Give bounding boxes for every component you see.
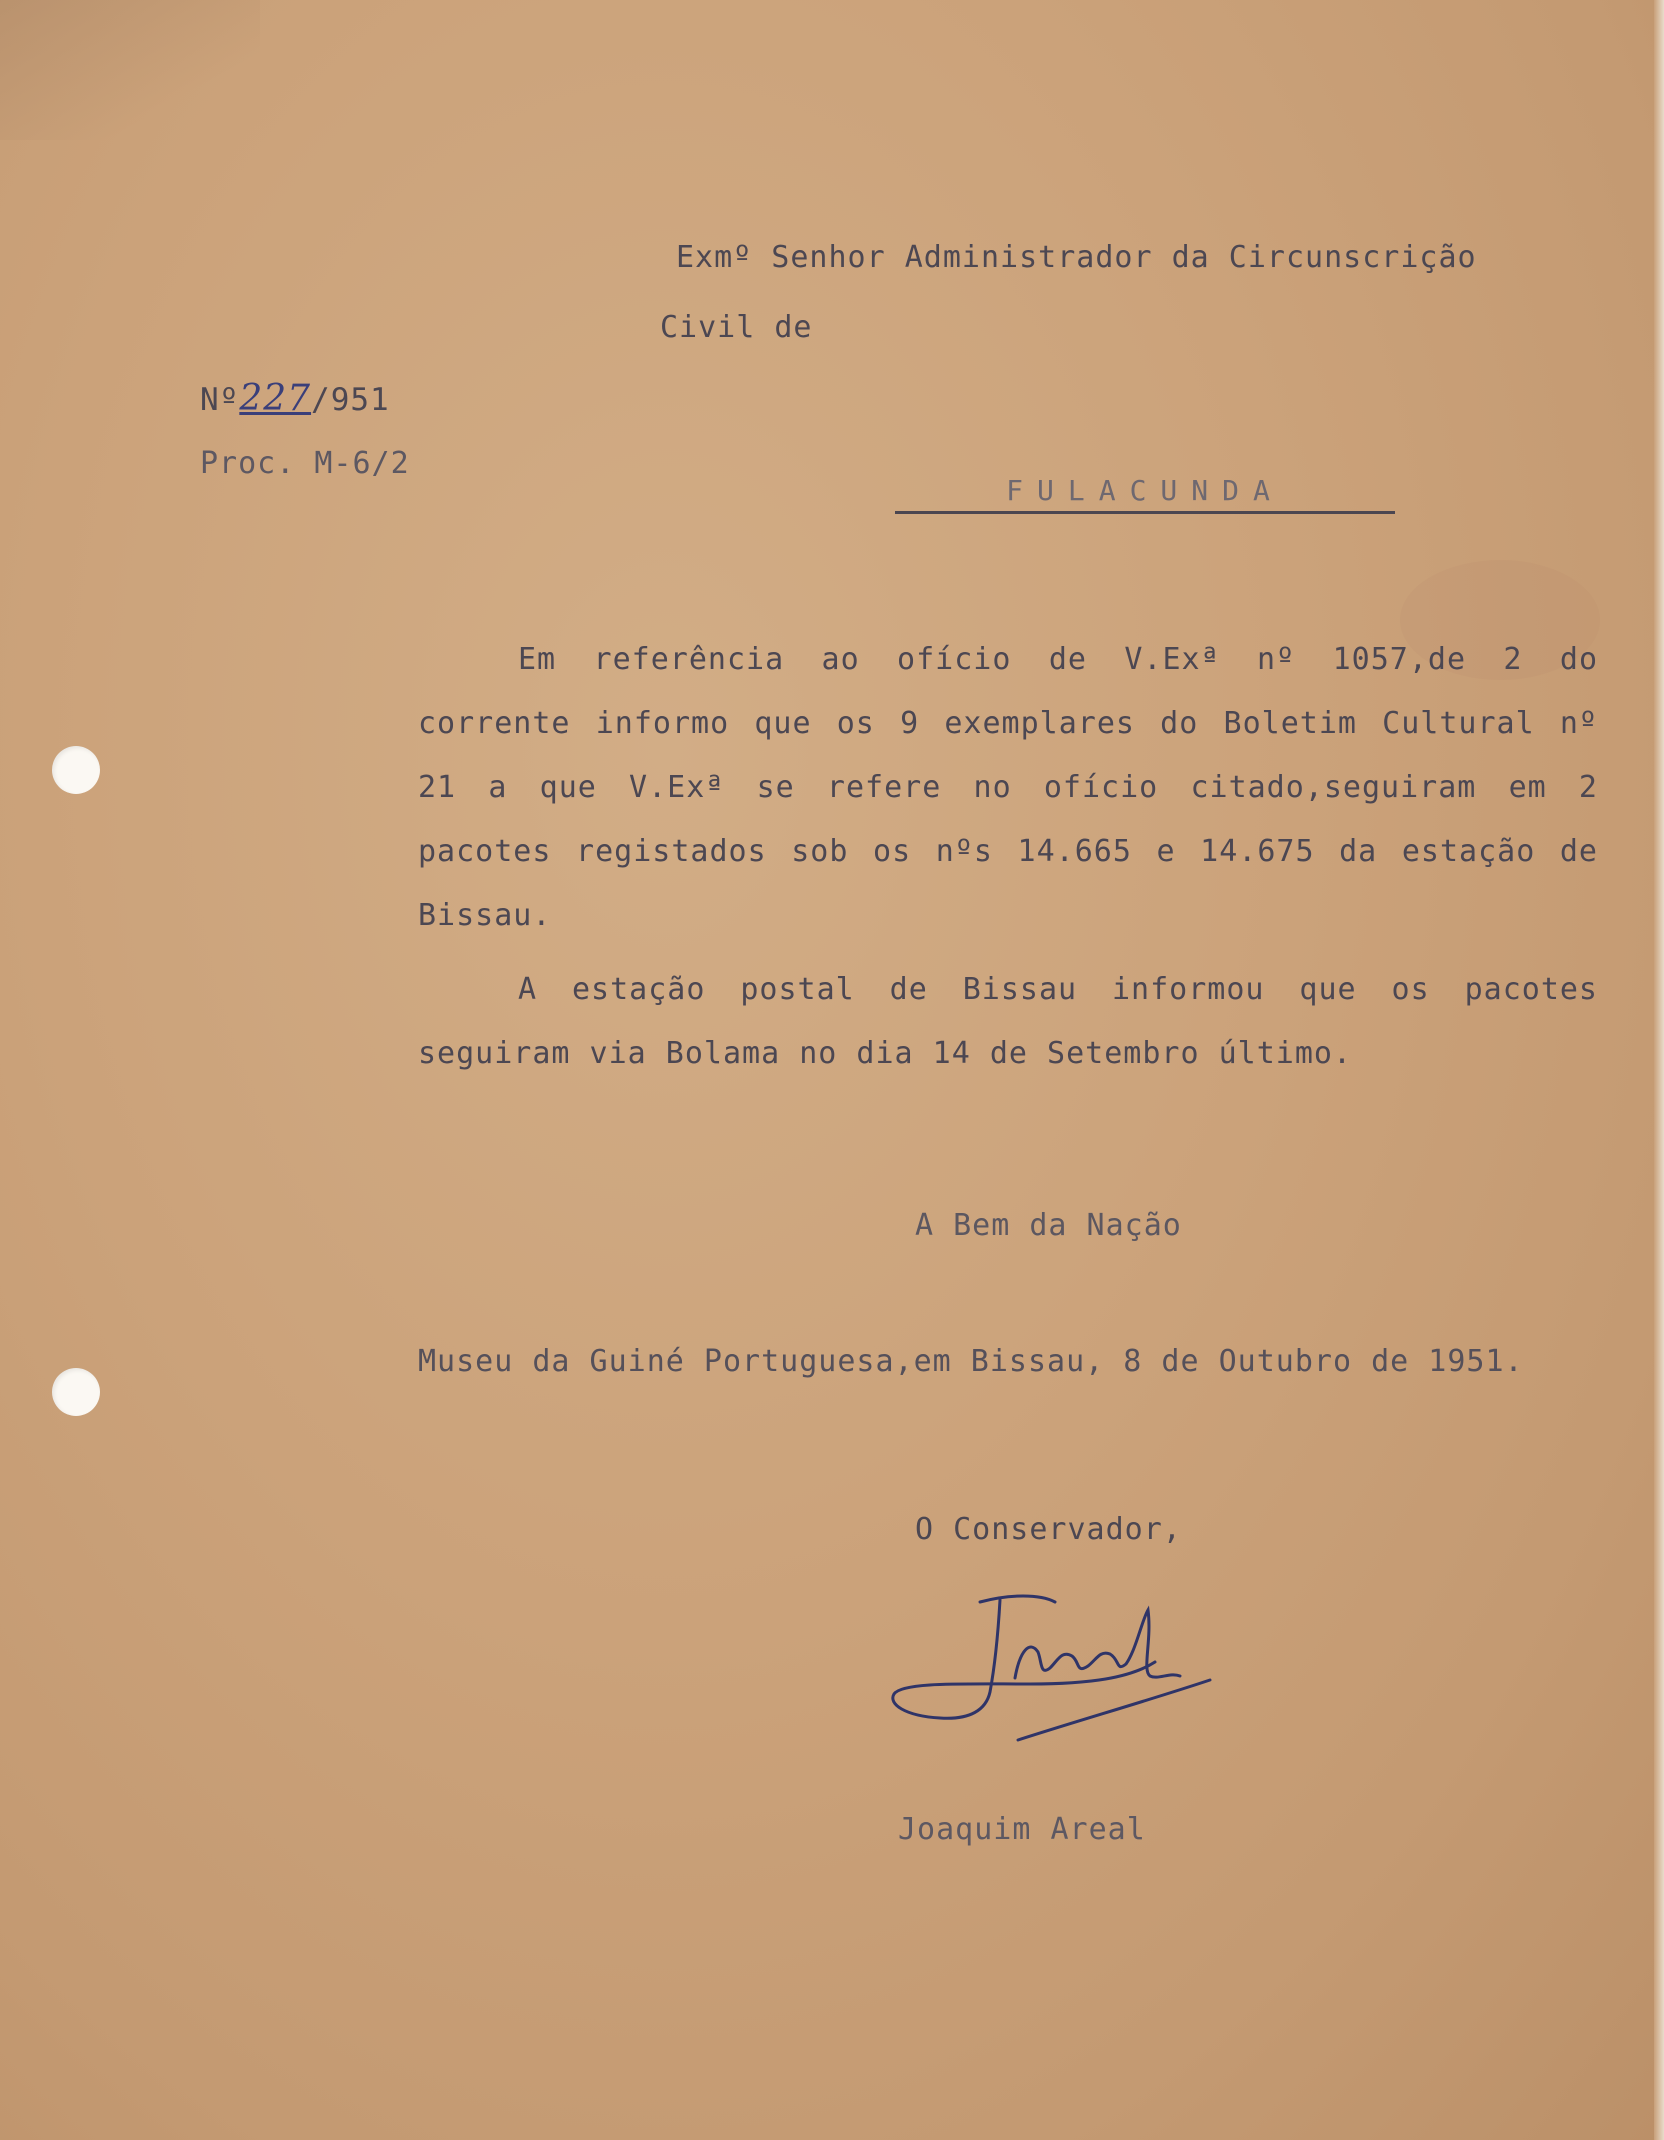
place-and-date: Museu da Guiné Portuguesa,em Bissau, 8 de Outubro de 1951. xyxy=(418,1344,1524,1379)
signer-name: Joaquim Areal xyxy=(898,1812,1146,1847)
body-paragraph-1: Em referência ao ofício de V.Exª nº 1057,de 2 do corrente informo que os 9 exemplares do Boletim Cultural nº 21 a que V.Exª se refere no ofício citado,seguiram em 2 pacotes registados sob os nºs 14.665 e 14.675 da estação de Bissau. xyxy=(418,642,1598,933)
destination-place: FULACUNDA xyxy=(895,474,1395,514)
reference-number xyxy=(200,378,390,419)
closing-salutation: A Bem da Nação xyxy=(915,1208,1182,1243)
paper-right-edge xyxy=(1654,0,1664,2140)
reference-prefix: Nº xyxy=(200,382,240,418)
addressee-line-2: Civil de xyxy=(660,310,813,345)
handwritten-signature xyxy=(880,1580,1220,1750)
signatory-title: O Conservador, xyxy=(915,1512,1182,1547)
reference-year: /951 xyxy=(311,382,390,418)
paper-corner-shade xyxy=(0,0,260,140)
reference-handwritten-number: 227 xyxy=(239,378,312,419)
process-reference: Proc. M-6/2 xyxy=(200,446,410,481)
punch-hole-top xyxy=(52,746,100,794)
addressee-line-1: Exmº Senhor Administrador da Circunscrição xyxy=(676,240,1477,275)
punch-hole-bottom xyxy=(52,1368,100,1416)
body-paragraph-2: A estação postal de Bissau informou que os pacotes seguiram via Bolama no dia 14 de Setembro último. xyxy=(418,972,1598,1071)
